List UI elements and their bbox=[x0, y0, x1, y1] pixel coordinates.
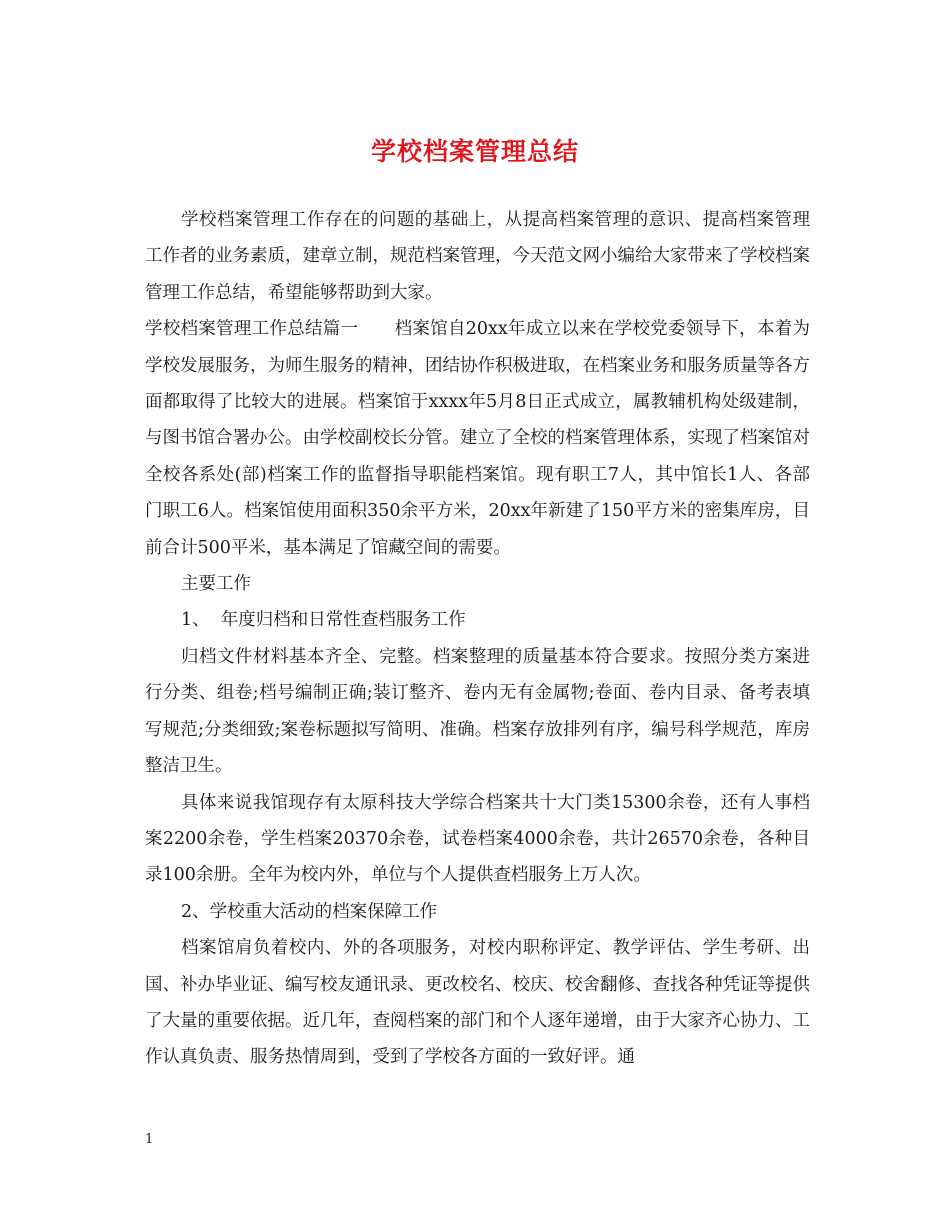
item-2-heading: 2、学校重大活动的档案保障工作 bbox=[181, 901, 438, 922]
archive-quality-paragraph: 归档文件材料基本齐全、完整。档案整理的质量基本符合要求。按照分类方案进行分类、组卷;档号编制正确;装订整齐、卷内无有金属物;卷面、卷内目录、备考表填写规范;分类细致;案卷标题拟写简明、准确。档案存放排列有序，编号科学规范，库房整洁卫生。 bbox=[145, 646, 810, 777]
holdings-paragraph: 具体来说我馆现存有太原科技大学综合档案共十大门类15300余卷，还有人事档案2200余卷，学生档案20370余卷，试卷档案4000余卷，共计26570余卷，各种目录100余册。全年为校内外，单位与个人提供查档服务上万人次。 bbox=[145, 792, 810, 886]
intro-paragraph: 学校档案管理工作存在的问题的基础上，从提高档案管理的意识、提高档案管理工作者的业务素质，建章立制，规范档案管理，今天范文网小编给大家带来了学校档案管理工作总结，希望能够帮助到大家。 bbox=[145, 210, 810, 303]
document-body bbox=[145, 202, 810, 1076]
item-1-heading: 1、 年度归档和日常性查档服务工作 bbox=[181, 610, 466, 631]
section-paragraph bbox=[145, 311, 810, 566]
services-paragraph: 档案馆肩负着校内、外的各项服务，对校内职称评定、教学评估、学生考研、出国、补办毕业证、编写校友通讯录、更改校名、校庆、校舍翻修、查找各种凭证等提供了大量的重要依据。近几年，查阅档案的部门和个人逐年递增，由于大家齐心协力、工作认真负责、服务热情周到，受到了学校各方面的一致好评。通 bbox=[145, 938, 810, 1068]
document-title: 学校档案管理总结 bbox=[370, 137, 579, 166]
main-work-heading: 主要工作 bbox=[181, 574, 251, 595]
section-heading: 学校档案管理工作总结篇一 bbox=[145, 319, 359, 340]
section-body: 档案馆自20xx年成立以来在学校党委领导下，本着为学校发展服务，为师生服务的精神，团结协作积极进取，在档案业务和服务质量等各方面都取得了比较大的进展。档案馆于xxxx年5月8日正式成立，属教辅机构处级建制，与图书馆合署办公。由学校副校长分管。建立了全校的档案管理体系，实现了档案馆对全校各系处(部)档案工作的监督指导职能档案馆。现有职工7人，其中馆长1人、各部门职工6人。档案馆使用面积350余平方米，20xx年新建了150平方米的密集库房，目前合计500平米，基本满足了馆藏空间的需要。 bbox=[145, 319, 811, 558]
page-number: 1 bbox=[145, 1132, 154, 1147]
